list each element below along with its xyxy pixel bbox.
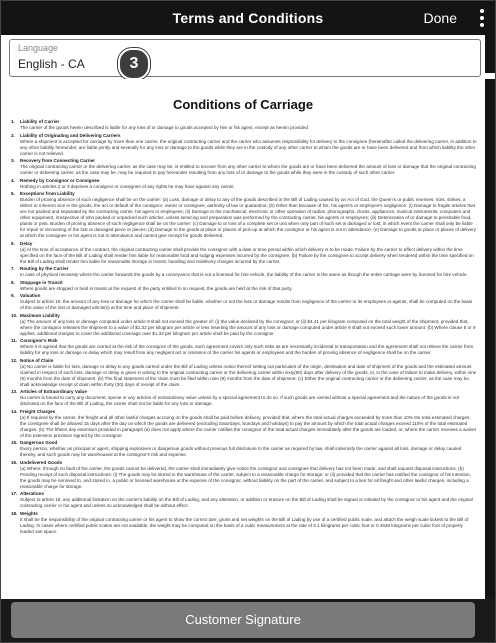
section-number: 17. bbox=[11, 491, 18, 496]
section-text: Where a shipment is accepted for carriage by more than one carrier, the original contracting carrier and the carrier who assumes responsibility for delivery to the consignee (hereinafter called the delivering carrier, in addition to any other liability hereunder, are liable jointly and severally for any loss or damage to the goods while they are in the custody of any other carrier to whom the goods are or have been delivered and from which liability the other carrier is not relieved. bbox=[20, 138, 477, 156]
language-section bbox=[1, 35, 495, 79]
section-text: (a) If required by the carrier, the freight and all other lawful charges accruing on the goods shall be paid before delivery, provided that, where the total actual charges exceeded by more than 10% the total estimated charges, the consignee shall be allowed 15 days after the day on which the goods are delivered (excluding Saturdays, Sundays and holidays) to pay the amount by which the total actual charges exceed 110% of the total estimated charges. (b) The fifteen day extension provided in paragraph (a) does not apply where the carrier notifies the consignor of the total actual charges immediately after the goods are loaded, or, where the carrier receives a waiver of the extension provision signed by the consignor. bbox=[20, 414, 477, 438]
section-number: 14. bbox=[11, 408, 18, 414]
section-heading bbox=[11, 133, 477, 139]
section-text: Where it is agreed that the goods are carried at the risk of the consignor of the goods, such agreement covers only such risks as are necessarily incidental to transportation and the agreement shall not relieve the carrier from liability for any loss or damage or delay which may result from any negligent act or omission of the carrier his agents or employees and the burden of proving absence of negligence shall be on the carrier. bbox=[20, 344, 474, 355]
document-body bbox=[11, 119, 477, 536]
section-title: Routing by the Carrier bbox=[20, 266, 69, 271]
terms-section bbox=[11, 460, 477, 490]
scrollbar-thumb[interactable] bbox=[485, 73, 495, 79]
done-button[interactable]: Done bbox=[423, 10, 457, 26]
section-text: (a) Where, through no fault of the carrier, the goods cannot be delivered, the carrier shall immediately give notice the consignor and consignee that delivery has not been made, and shall request disposal instructions. (b) Pending receipt of such disposal instructions: (i) The goods may be stored in the warehouse of the carrier, subject to a reasonable charge for storage; or (ii) provided that the carrier has notified the consignor of his intention, the goods may be removed to, and stored in, a public or licensed warehouse at the expense of the consignor, without liability on the part of the carrier, and subject to a lien for all freight and other lawful charges, including a reasonable charge for storage. bbox=[20, 465, 471, 489]
terms-section bbox=[11, 313, 477, 337]
terms-section bbox=[11, 266, 477, 278]
terms-section bbox=[11, 133, 477, 157]
section-number: 11. bbox=[11, 338, 18, 343]
section-number: 16. bbox=[11, 459, 18, 465]
section-title: Articles of Extraordinary Value bbox=[20, 389, 87, 394]
section-number: 3. bbox=[11, 158, 15, 163]
section-title: Exceptions from Liability bbox=[20, 191, 75, 196]
footer-bar bbox=[1, 599, 495, 643]
section-title: Stoppage in Transit bbox=[20, 279, 63, 285]
terms-section bbox=[11, 338, 477, 356]
section-text: It shall be the responsibility of the original contracting carrier or his agent to show the correct tare, gross and net weights on the Bill of Lading by use of a certified public scale, and attach the weigh scale tickets to the Bill of Lading. In cases where certified public scales are not available, the weight may be computed on the basis of a cubic measurement at the rate of 3.1 kilograms per cubic foot or 0.4536 kilograms per cubic foot of properly loaded van space. bbox=[20, 516, 469, 534]
section-title: Consignor's Risk bbox=[20, 338, 58, 343]
section-title: Remedy by Consignor or Consignee bbox=[20, 177, 100, 183]
terms-section bbox=[11, 293, 477, 311]
terms-section bbox=[11, 158, 477, 176]
section-heading bbox=[11, 280, 477, 286]
section-number: 8. bbox=[11, 279, 15, 285]
section-text: (a) The amount of any loss or damage computed under article 9 shall not exceed the greater of: (i) the value declared by the consignor; or (ii) $4.41 per kilogram computed on the total weight of the shipment, provided that, where the consignor releases the shipment to a value of $1.32 per kilogram per article or less inserting the amount of any loss or damage computed under article 9 shall not exceed such lower amount. (b) Where clause 8 or 9 applies, additional charges to cover the additional coverage over $1.32 per kilogram per article shall be paid by the consignor. bbox=[20, 318, 476, 336]
language-value: English - CA bbox=[18, 57, 85, 71]
section-title: Freight Charges bbox=[20, 408, 56, 414]
step-badge: 3 bbox=[118, 48, 150, 80]
section-text: Every person, whether as principal or agent, shipping explosives or dangerous goods without previous full disclosure to the carrier as required by law, shall indemnify the carrier against all loss, damage or delay caused thereby, and such goods may be warehoused at the consignor's risk and expense. bbox=[20, 446, 462, 457]
terms-section bbox=[11, 280, 477, 292]
section-text: Where goods are stopped or held in transit at the request of the party entitled to so request, the goods are held at the risk of that party. bbox=[20, 285, 293, 291]
section-number: 10. bbox=[11, 312, 18, 318]
section-text: The carrier of the goods herein described is liable for any loss of or damage to goods accepted by him or his agent, except as herein provided. bbox=[20, 125, 310, 130]
section-heading bbox=[11, 409, 477, 415]
customer-signature-button[interactable]: Customer Signature bbox=[11, 602, 475, 638]
page-title: Terms and Conditions bbox=[172, 10, 324, 26]
section-number: 6. bbox=[11, 240, 15, 246]
top-bar bbox=[1, 1, 495, 35]
terms-section bbox=[11, 389, 477, 407]
section-title: Liability of Carrier bbox=[20, 119, 60, 124]
terms-section bbox=[11, 178, 477, 190]
terms-section bbox=[11, 491, 477, 509]
section-text: The original contracting carrier or the delivering carrier, as the case may be, is entitled to recover from any other carrier to whom the goods are or have been delivered the amount of loss or damage that the original contracting carrier or delivering carrier, as the case may be, may be required to pay hereunder resulting from any loss of or damage to the goods while they were in the custody of such other carrier. bbox=[20, 164, 476, 175]
document-title: Conditions of Carriage bbox=[172, 97, 314, 112]
terms-section bbox=[11, 409, 477, 439]
section-text: (a) No carrier is liable for loss, damage or delay to any goods carried under the Bill of Lading unless notice thereof setting out particulars of the origin, destination and date of shipment of the goods and the estimated amount claimed in respect of such loss, damage or delay is given in writing to the original contracting carrier or the delivering carrier within sixty(60) days after delivery of the goods, or, in the case of failure to make delivery, within nine (9) months from the date of shipment. (b) The final statement of the claim must be filed within nine (9) months from the date of shipment. (c) Either the original contracting carrier or the delivering carrier, as the case may be, shall acknowledge receipt of claim within thirty (30) days of receipt of the claim. bbox=[20, 363, 477, 387]
terms-section bbox=[11, 191, 477, 239]
section-heading bbox=[11, 358, 477, 364]
section-number: 9. bbox=[11, 293, 15, 298]
section-number: 1. bbox=[11, 119, 15, 124]
language-label: Language bbox=[18, 43, 59, 53]
terms-section bbox=[11, 241, 477, 265]
section-heading bbox=[11, 511, 477, 517]
section-title: Maximum Liability bbox=[20, 312, 60, 318]
section-number: 12. bbox=[11, 357, 18, 363]
section-title: Dangerous Good bbox=[20, 440, 58, 445]
section-number: 7. bbox=[11, 266, 15, 271]
section-title: Delay bbox=[20, 240, 33, 246]
section-text: No carrier is bound to carry any document, specie or any articles of extraordinary value unless by a special agreement to do so. If such goods are carried without a special agreement and the nature of the goods is not disclosed on the face of the Bill of Lading, the carrier shall not be liable for any loss or damage. bbox=[20, 395, 459, 406]
terms-section bbox=[11, 119, 477, 131]
section-title: Weights bbox=[20, 510, 38, 516]
section-text: In case of physical necessity where the carrier forwards the goods by a conveyance that is not a licensed for hire vehicle, the liability of the carrier is the same as though the entire carriage were by licensed for hire vehicle. bbox=[20, 272, 468, 277]
language-select[interactable] bbox=[9, 39, 481, 77]
section-heading bbox=[11, 241, 477, 247]
terms-section bbox=[11, 358, 477, 388]
terms-section bbox=[11, 440, 477, 458]
terms-section bbox=[11, 511, 477, 535]
section-heading bbox=[11, 313, 477, 319]
section-title: Valuation bbox=[20, 293, 41, 298]
terms-document[interactable] bbox=[1, 79, 485, 615]
section-title: Recovery from Connecting Carrier bbox=[20, 158, 96, 163]
section-text: Nothing in articles 2 or 3 deprives a consignor or consignee of any rights he may have against any carrier. bbox=[20, 183, 235, 189]
section-number: 15. bbox=[11, 440, 18, 445]
more-options-icon[interactable] bbox=[479, 9, 485, 27]
section-text: Subject to article 10, the amount of any loss or damage for which the carrier shall be liable, whether or not the loss or damage results from negligence of the carrier or its employees or agents, shall be computed on the basis of the value of the lost or damaged article(s) at the time and place of shipment. bbox=[20, 299, 473, 310]
section-number: 2. bbox=[11, 132, 15, 138]
section-title: Undelivered Goods bbox=[20, 459, 63, 465]
section-title: Liability of Originating and Delivering Carriers bbox=[20, 132, 121, 138]
section-number: 4. bbox=[11, 177, 15, 183]
section-text: Burden of proving absence of such negligence shall be on the carrier: (a) Loss, damage or delay to any of the goods described in the Bill of Lading caused by an Act of God, the Queen's or public enemies, riots, strikes, a defect or inherent vice in the goods, the act or default of the consignor, owner or consignee, authority of law or quarantine; (b) Other than because of his, his agent's or employee's negligence: (i) Damage to fragile articles that are not packed and separated by the contracting carrier, his agent or employees; (ii) Damage to the mechanical, electronic or other operation of radios, phonographs, clocks, appliances, musical instruments, computers and other equipment, irrespective of who packed or unpacked such articles, unless servicing and preparation was performed by the contracting carrier, his agents or employees; (iii) Deterioration of or damage to perishable food, plants or pets. Burden of proving absence of such negligence shall be on the carrier: (c) Damage to or loss of a complete set or unit when only part of such set is damaged or lost, in which event the carrier shall only be liable for repair or recovering of the lost or damaged piece or pieces; (d) Damage to the goods at place or places of pick-up at which the consignor or his agent is not in attendance; (e) Damage to goods at place or places of delivery at which the consignee or his agent is not in attendance and cannot give receipt for goods delivered. bbox=[20, 197, 477, 238]
section-title: Notice of Claim bbox=[20, 357, 54, 363]
section-number: 13. bbox=[11, 389, 18, 394]
section-text: (a) At the time of acceptance of the contract, the original contracting carrier shall provide the consignor with a date or time period within which delivery is to be made. Failure by the carrier to effect delivery within the time specified on the face of the Bill of Lading shall render him liable for reasonable food and lodging expenses incurred by the consignee. (b) Failure by the consignee to accept delivery when tendered within the time specified on the Bill of Lading shall render him liable for reasonable storage in transit, handling and redelivery charges incurred by the carrier. bbox=[20, 246, 474, 264]
section-title: Alterations bbox=[20, 491, 44, 496]
section-text: Subject to article 18, any additional limitation on the carrier's liability on the Bill of Lading, and any alteration, or addition or erasure on the Bill of Lading shall be signed or initialed by the consignor or his agent and the original contracting carrier or his agent and unless so acknowledged shall be without effect. bbox=[20, 497, 473, 508]
section-heading bbox=[11, 460, 477, 466]
section-heading bbox=[11, 178, 477, 184]
scrollbar[interactable] bbox=[485, 35, 495, 610]
section-number: 18. bbox=[11, 510, 18, 516]
section-number: 5. bbox=[11, 191, 15, 196]
